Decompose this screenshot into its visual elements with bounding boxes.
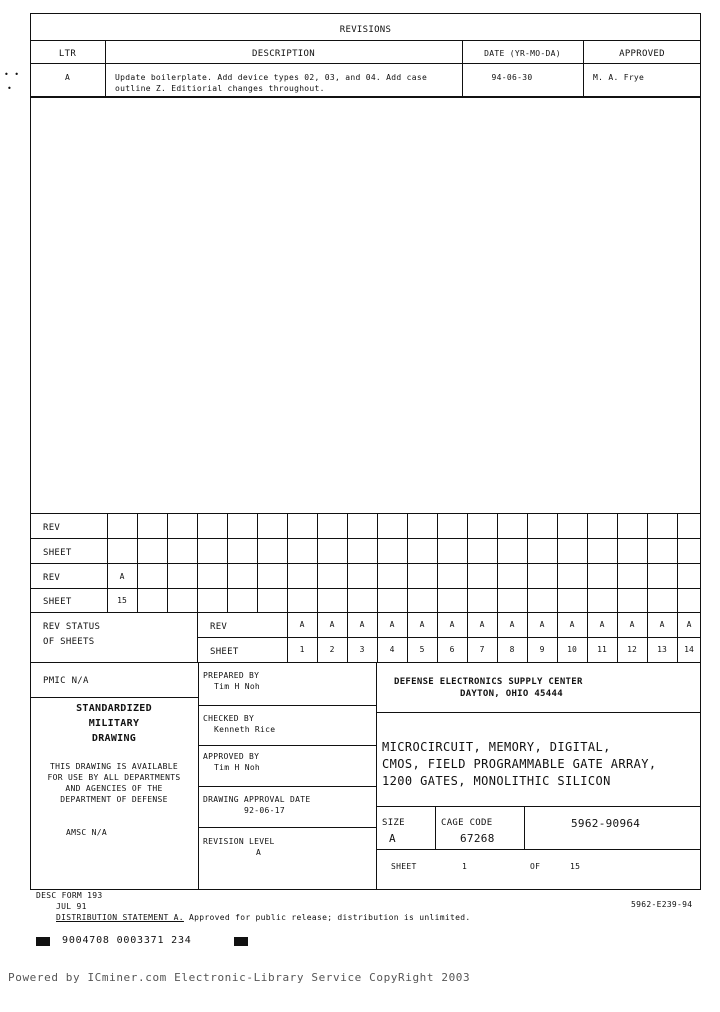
status-rev-cell: A xyxy=(686,620,692,629)
status-sheet-cell: 14 xyxy=(684,645,694,654)
status-sheet-cell: 8 xyxy=(509,645,515,654)
status-sheet-cell: 7 xyxy=(479,645,485,654)
revision-level-label: REVISION LEVEL xyxy=(203,837,275,846)
rev-row-label: REV xyxy=(43,523,61,533)
status-rev-cell: A xyxy=(629,620,635,629)
rev-status-label: REV STATUS xyxy=(43,622,101,632)
sheet-row-label: SHEET xyxy=(43,597,72,607)
revision-date: 94-06-30 xyxy=(491,73,533,82)
total-sheets: 15 xyxy=(570,862,581,871)
margin-mark: • xyxy=(7,84,13,93)
distribution-statement: DISTRIBUTION STATEMENT A. Approved for public release; distribution is unlimited. xyxy=(56,913,471,922)
cage-code-label: CAGE CODE xyxy=(441,818,493,828)
status-sheet-cell: 1 xyxy=(299,645,305,654)
amsc-label: AMSC N/A xyxy=(66,828,107,837)
std-title-line: DRAWING xyxy=(91,733,137,744)
status-sheet-cell: 13 xyxy=(657,645,667,654)
size-label: SIZE xyxy=(382,818,405,828)
availability-line: FOR USE BY ALL DEPARTMENTS xyxy=(47,773,181,782)
agency-address: DAYTON, OHIO 45444 xyxy=(460,689,563,699)
status-sheet-cell: 10 xyxy=(567,645,577,654)
document-code: 5962-E239-94 xyxy=(631,900,693,909)
description-header: DESCRIPTION xyxy=(252,49,315,59)
status-sheet-cell: 2 xyxy=(329,645,335,654)
agency-name: DEFENSE ELECTRONICS SUPPLY CENTER xyxy=(394,677,583,687)
drawing-number: 5962-90964 xyxy=(571,817,641,830)
revision-description-line: outline Z. Editiorial changes throughout. xyxy=(115,84,325,93)
status-rev-cell: A xyxy=(599,620,605,629)
checked-by-name: Kenneth Rice xyxy=(214,725,276,734)
revisions-title: REVISIONS xyxy=(339,25,392,35)
status-rev-cell: A xyxy=(389,620,395,629)
rev-cell: A xyxy=(119,572,125,581)
status-rev-cell: A xyxy=(359,620,365,629)
availability-line: THIS DRAWING IS AVAILABLE xyxy=(50,762,178,771)
availability-line: AND AGENCIES OF THE xyxy=(65,784,163,793)
revision-ltr: A xyxy=(64,73,71,82)
status-sheet-cell: 11 xyxy=(597,645,607,654)
status-rev-cell: A xyxy=(539,620,545,629)
approval-date: 92-06-17 xyxy=(244,806,285,815)
status-sheet-cell: 3 xyxy=(359,645,365,654)
sheet-row-label: SHEET xyxy=(43,548,72,558)
std-title-line: MILITARY xyxy=(88,718,140,729)
status-rev-cell: A xyxy=(329,620,335,629)
rev-status-label: OF SHEETS xyxy=(43,637,95,647)
date-header: DATE (YR-MO-DA) xyxy=(484,49,561,58)
sheet-label: SHEET xyxy=(391,862,417,871)
status-sheet-cell: 4 xyxy=(389,645,395,654)
revision-level: A xyxy=(256,848,262,857)
status-sheet-cell: 12 xyxy=(627,645,637,654)
availability-line: DEPARTMENT OF DEFENSE xyxy=(60,795,168,804)
sheet-number: 1 xyxy=(462,862,468,871)
sheet-frame xyxy=(30,97,701,890)
of-label: OF xyxy=(530,862,541,871)
form-number: DESC FORM 193 xyxy=(36,891,103,900)
ltr-header: LTR xyxy=(58,49,77,59)
form-date: JUL 91 xyxy=(56,902,87,911)
margin-mark: • • xyxy=(4,70,20,79)
revision-description-line: Update boilerplate. Add device types 02, 03, and 04. Add case xyxy=(115,73,428,82)
status-rev-cell: A xyxy=(569,620,575,629)
prepared-by-label: PREPARED BY xyxy=(203,671,260,680)
size-value: A xyxy=(389,832,396,845)
sheet-cell: 15 xyxy=(117,596,127,605)
barcode-number: 9004708 0003371 234 xyxy=(62,935,192,946)
status-rev-cell: A xyxy=(659,620,665,629)
status-rev-label: REV xyxy=(210,622,228,632)
pmic-label: PMIC N/A xyxy=(43,676,89,686)
status-rev-cell: A xyxy=(449,620,455,629)
std-title-line: STANDARDIZED xyxy=(76,703,152,714)
status-rev-cell: A xyxy=(299,620,305,629)
status-sheet-cell: 6 xyxy=(449,645,455,654)
status-sheet-cell: 9 xyxy=(539,645,545,654)
status-sheet-label: SHEET xyxy=(210,647,239,657)
barcode-bar xyxy=(36,937,50,946)
drawing-title-line: MICROCIRCUIT, MEMORY, DIGITAL, xyxy=(382,740,611,754)
revision-approver: M. A. Frye xyxy=(593,73,645,82)
powered-by-notice: Powered by ICminer.com Electronic-Library Service CopyRight 2003 xyxy=(8,971,471,984)
prepared-by-name: Tim H Noh xyxy=(214,682,261,691)
status-rev-cell: A xyxy=(419,620,425,629)
checked-by-label: CHECKED BY xyxy=(203,714,255,723)
status-rev-cell: A xyxy=(509,620,515,629)
rev-row-label: REV xyxy=(43,573,61,583)
drawing-title-line: 1200 GATES, MONOLITHIC SILICON xyxy=(382,774,611,788)
approved-by-label: APPROVED BY xyxy=(203,752,260,761)
drawing-title-line: CMOS, FIELD PROGRAMMABLE GATE ARRAY, xyxy=(382,757,657,771)
approval-date-label: DRAWING APPROVAL DATE xyxy=(203,795,311,804)
status-rev-cell: A xyxy=(479,620,485,629)
cage-code: 67268 xyxy=(460,832,495,845)
barcode-bar xyxy=(234,937,248,946)
approved-header: APPROVED xyxy=(619,49,665,59)
approved-by-name: Tim H Noh xyxy=(214,763,261,772)
status-sheet-cell: 5 xyxy=(419,645,425,654)
